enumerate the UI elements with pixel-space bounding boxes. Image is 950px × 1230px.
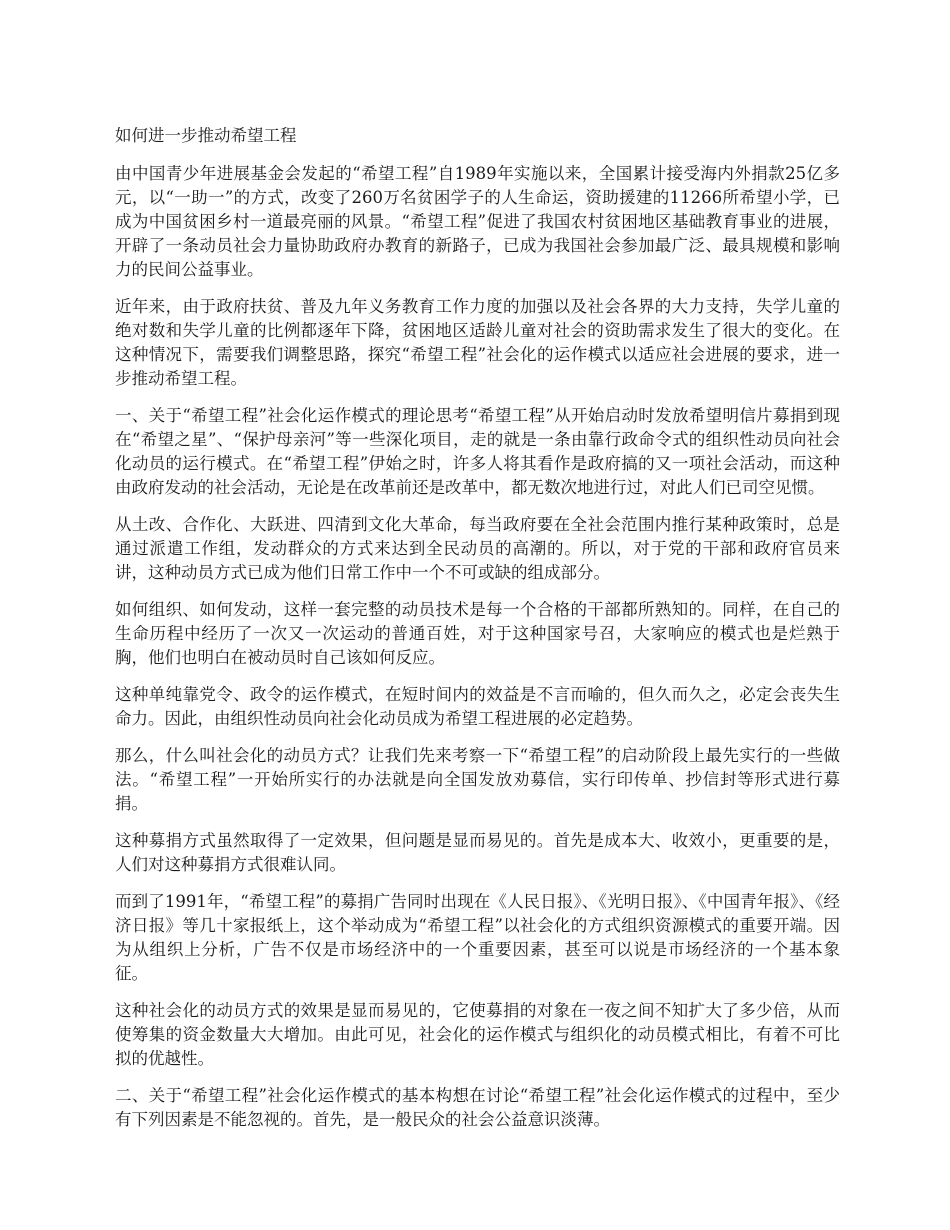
document-page (115, 124, 840, 1145)
paragraph-7: 那么，什么叫社会化的动员方式？让我们先来考察一下“希望工程”的启动阶段上最先实行的一些做法。“希望工程”一开始所实行的办法就是向全国发放劝募信，实行印传单、抄信封等形式进行募捐。 (115, 746, 840, 813)
paragraph-2: 近年来，由于政府扶贫、普及九年义务教育工作力度的加强以及社会各界的大力支持，失学儿童的绝对数和失学儿童的比例都逐年下降，贫困地区适龄儿童对社会的资助需求发生了很大的变化。在这种情况下，需要我们调整思路，探究“希望工程”社会化的运作模式以适应社会进展的要求，进一步推动希望工程。 (115, 297, 840, 388)
paragraph-3: 一、关于“希望工程”社会化运作模式的理论思考“希望工程”从开始启动时发放希望明信片募捐到现在“希望之星”、“保护母亲河”等一些深化项目，走的就是一条由靠行政命令式的组织性动员向社会化动员的运行模式。在“希望工程”伊始之时，许多人将其看作是政府搞的又一项社会活动，而这种由政府发动的社会活动，无论是在改革前还是改革中，都无数次地进行过，对此人们已司空见惯。 (115, 406, 840, 497)
paragraph-10: 这种社会化的动员方式的效果是显而易见的，它使募捐的对象在一夜之间不知扩大了多少倍，从而使筹集的资金数量大大增加。由此可见，社会化的运作模式与组织化的动员模式相比，有着不可比拟的优越性。 (115, 1001, 840, 1068)
paragraph-5: 如何组织、如何发动，这样一套完整的动员技术是每一个合格的干部都所熟知的。同样，在自己的生命历程中经历了一次又一次运动的普通百姓，对于这种国家号召，大家响应的模式也是烂熟于胸，他们也明白在被动员时自己该如何反应。 (115, 600, 840, 667)
paragraph-11: 二、关于“希望工程”社会化运作模式的基本构想在讨论“希望工程”社会化运作模式的过程中，至少有下列因素是不能忽视的。首先，是一般民众的社会公益意识淡薄。 (115, 1086, 840, 1129)
document-title: 如何进一步推动希望工程 (115, 126, 297, 145)
paragraph-4: 从土改、合作化、大跃进、四清到文化大革命，每当政府要在全社会范围内推行某种政策时，总是通过派遣工作组，发动群众的方式来达到全民动员的高潮的。所以，对于党的干部和政府官员来讲，这种动员方式已成为他们日常工作中一个不可或缺的组成部分。 (115, 515, 840, 582)
paragraph-8: 这种募捐方式虽然取得了一定效果，但问题是显而易见的。首先是成本大、收效小，更重要的是，人们对这种募捐方式很难认同。 (115, 831, 840, 874)
paragraph-6: 这种单纯靠党令、政令的运作模式，在短时间内的效益是不言而喻的，但久而久之，必定会丧失生命力。因此，由组织性动员向社会化动员成为希望工程进展的必定趋势。 (115, 685, 840, 728)
paragraph-9: 而到了1991年，“希望工程”的募捐广告同时出现在《人民日报》、《光明日报》、《中国青年报》、《经济日报》等几十家报纸上，这个举动成为“希望工程”以社会化的方式组织资源模式的重要开端。因为从组织上分析，广告不仅是市场经济中的一个重要因素，甚至可以说是市场经济的一个基本象征。 (115, 892, 840, 983)
paragraph-1: 由中国青少年进展基金会发起的“希望工程”自1989年实施以来，全国累计接受海内外捐款25亿多元，以“一助一”的方式，改变了260万名贫困学子的人生命运，资助援建的11266所希望小学，已成为中国贫困乡村一道最亮丽的风景。“希望工程”促进了我国农村贫困地区基础教育事业的进展，开辟了一条动员社会力量协助政府办教育的新路子，已成为我国社会参加最广泛、最具规模和影响力的民间公益事业。 (115, 164, 840, 279)
